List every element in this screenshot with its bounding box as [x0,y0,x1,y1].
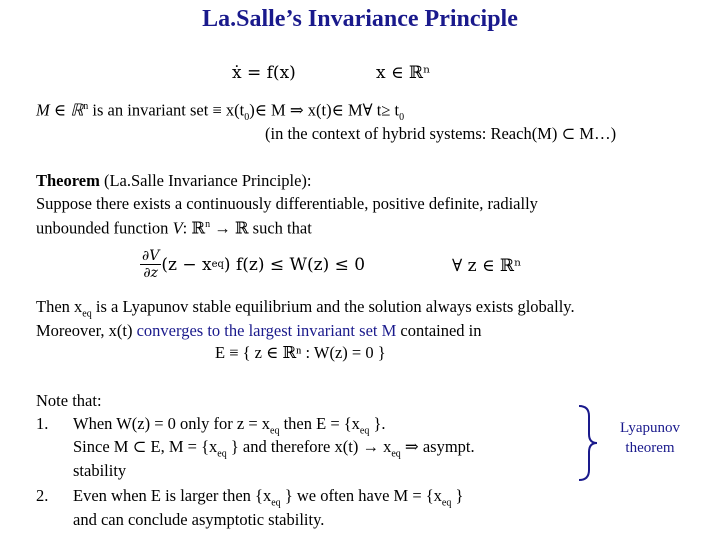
note-1-l2-sub2: eq [391,448,401,460]
note-1-l2-c: ⇒ asympt. [400,437,475,456]
then-line-2 [36,320,482,341]
note-1-b: then E = {x [279,414,360,433]
note-2-sub2: eq [441,497,452,509]
def-sup: n [83,101,89,112]
note-1-l2-sub: eq [217,448,227,460]
partial-num: ∂V [142,248,160,264]
note-2-b: } we often have M = {x [280,486,442,505]
state-space-rhs: x ∈ ℝⁿ [376,63,431,83]
theorem-line-3-b: V [172,218,183,238]
note-2-c: } [451,486,464,505]
note-2-sub: eq [271,497,281,509]
then-1-sub: eq [82,308,92,320]
note-1-line-3: stability [73,461,127,480]
notes-heading: Note that: [36,391,102,410]
note-1-a: When W(z) = 0 only for z = x [73,414,270,433]
lyapunov-label-line-2: theorem [625,440,675,456]
then-1-b: is a Lyapunov stable equilibrium and the solution always exists globally. [91,297,575,316]
note-2-a: Even when E is larger then {x [73,486,272,505]
note-2-number: 2. [36,486,49,505]
theorem-line-3-c: : ℝ [182,218,206,238]
slide-title: La.Salle’s Invariance Principle [202,6,518,32]
def-part-c: )∈ M ⇒ x(t)∈ M∀ t≥ t [249,100,400,120]
note-1-l2-b: } and therefore x(t) → x [226,437,392,456]
theorem-line-3-a: unbounded function [36,218,173,238]
condition-body: (z − x [161,254,212,275]
state-space-membership [376,63,430,83]
set-E-definition: E ≡ { z ∈ ℝⁿ : W(z) = 0 } [215,343,386,362]
theorem-line-3-sup: n [205,219,211,230]
partial-derivative [140,248,161,281]
then-2-highlight: converges to the largest invariant set M [136,321,397,340]
note-1-number: 1. [36,414,49,433]
note-1-sub2: eq [359,425,370,437]
def-part-b: is an invariant set ≡ x(t [88,100,245,120]
theorem-line-2: Suppose there exists a continuously differentiable, positive definite, radially [36,194,538,213]
theorem-line-3 [36,214,312,239]
def-sub2: 0 [399,111,405,123]
theorem-line-3-d: → ℝ such that [210,218,312,238]
theorem-heading [36,170,312,191]
right-brace-icon [575,404,605,482]
lyapunov-theorem-label [610,418,690,458]
note-1-c: }. [369,414,386,433]
note-1-sub: eq [270,425,280,437]
theorem-label: Theorem [36,171,100,190]
then-1-a: Then x [36,297,83,316]
hybrid-context-note: (in the context of hybrid systems: Reach(M) ⊂ M…) [265,124,617,143]
def-sub: 0 [244,111,250,123]
then-2-b: contained in [396,321,482,340]
def-part-a: M ∈ ℝ [36,100,84,120]
condition-quantifier: ∀ z ∈ ℝⁿ [452,256,522,276]
system-equation [232,63,296,83]
lyapunov-condition [140,248,365,281]
partial-den: ∂z [143,265,158,281]
lyapunov-label-line-1: Lyapunov [620,420,680,436]
note-1-l2-a: Since M ⊂ E, M = {x [73,437,218,456]
then-2-a: Moreover, x(t) [36,321,137,340]
condition-body2: ) f(z) ≤ W(z) ≤ 0 [223,254,366,275]
theorem-name: (La.Salle Invariance Principle): [99,171,312,190]
note-1-line-2 [73,436,475,464]
condition-sub: eq [211,259,224,270]
note-2-line-2: and can conclude asymptotic stability. [73,510,325,529]
system-equation-lhs: ẋ = f(x) [232,63,296,83]
